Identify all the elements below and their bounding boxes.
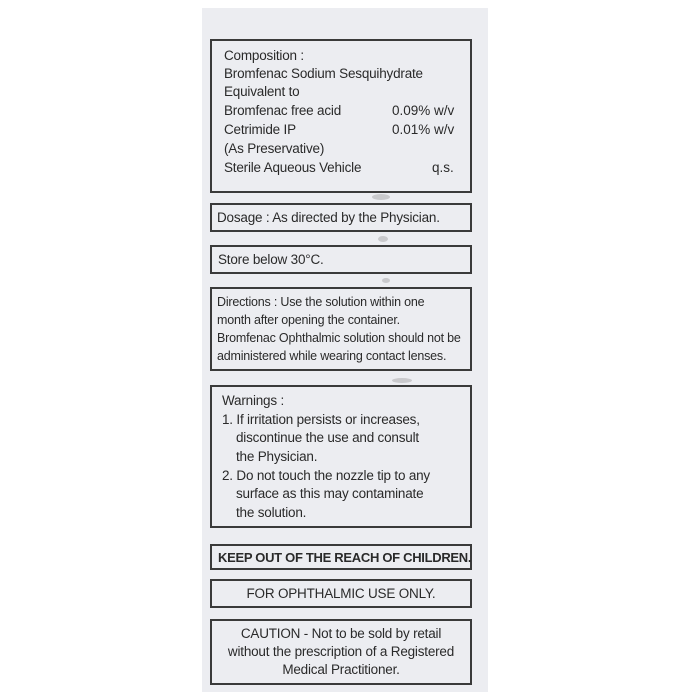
warning-2-line-3: the solution.: [236, 505, 307, 520]
warning-2-line-2: surface as this may contaminate: [236, 486, 424, 501]
ophthalmic-text: FOR OPHTHALMIC USE ONLY.: [246, 586, 436, 601]
smudge: [382, 278, 390, 283]
warnings-heading: Warnings :: [222, 393, 285, 408]
directions-line-1: Directions : Use the solution within one: [217, 295, 425, 309]
composition-line-2: Equivalent to: [224, 84, 300, 99]
smudge: [372, 194, 390, 200]
warnings-box: [210, 385, 472, 528]
smudge: [392, 378, 412, 383]
composition-box: [210, 39, 472, 193]
medicine-label: [202, 8, 488, 692]
ingredient-1-value: 0.09% w/v: [392, 103, 455, 118]
directions-box: [210, 287, 472, 371]
ingredient-2-value: 0.01% w/v: [392, 122, 455, 137]
warning-1-line-2: discontinue the use and consult: [236, 430, 419, 445]
directions-line-4: administered while wearing contact lenses.: [217, 349, 447, 363]
ingredient-1-name: Bromfenac free acid: [224, 103, 342, 118]
keep-out-box: [210, 544, 472, 570]
dosage-text: Dosage : As directed by the Physician.: [217, 210, 440, 225]
keep-out-text: KEEP OUT OF THE REACH OF CHILDREN.: [218, 550, 472, 565]
caution-line-1: CAUTION - Not to be sold by retail: [240, 626, 442, 641]
storage-text: Store below 30°C.: [218, 252, 324, 267]
directions-line-2: month after opening the container.: [217, 313, 400, 327]
ingredient-2-name: Cetrimide IP: [224, 122, 296, 137]
composition-line-1: Bromfenac Sodium Sesquihydrate: [224, 66, 423, 81]
vehicle-value: q.s.: [432, 160, 454, 175]
ophthalmic-box: [210, 579, 472, 608]
warning-1-line-1: 1. If irritation persists or increases,: [222, 412, 420, 427]
warning-1-line-3: the Physician.: [236, 449, 318, 464]
vehicle-name: Sterile Aqueous Vehicle: [224, 160, 362, 175]
caution-line-2: without the prescription of a Registered: [227, 644, 455, 659]
directions-line-3: Bromfenac Ophthalmic solution should not be: [217, 331, 461, 345]
warning-2-line-1: 2. Do not touch the nozzle tip to any: [222, 468, 430, 483]
dosage-box: [210, 203, 472, 232]
composition-line-5: (As Preservative): [224, 141, 325, 156]
caution-box: [210, 619, 472, 685]
caution-line-3: Medical Practitioner.: [282, 662, 400, 677]
storage-box: [210, 245, 472, 274]
composition-heading: Composition :: [224, 48, 304, 63]
smudge: [378, 236, 388, 242]
